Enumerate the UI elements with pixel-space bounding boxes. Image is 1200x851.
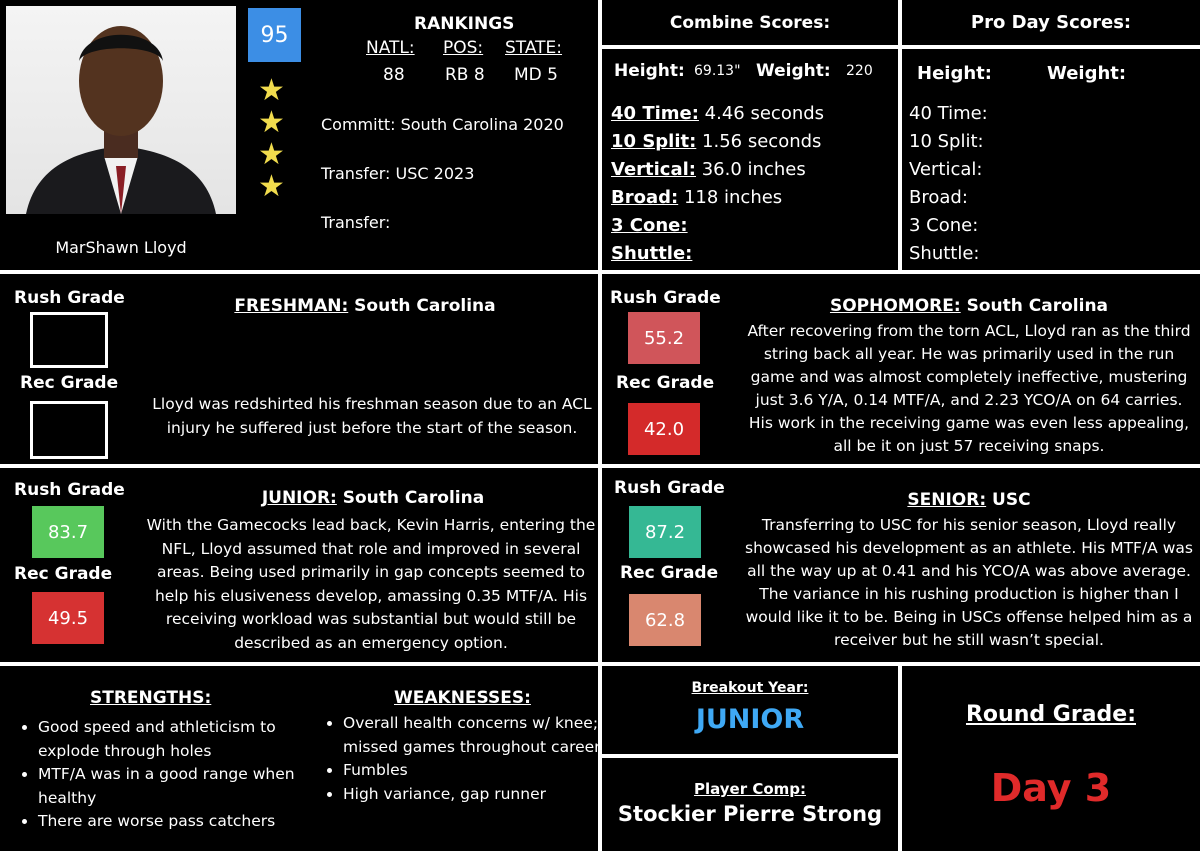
- state-rank: MD 5: [514, 65, 558, 85]
- list-item: • Fumbles: [343, 759, 623, 783]
- proday-title: Pro Day Scores:: [970, 12, 1132, 33]
- season-heading: [150, 296, 580, 316]
- broad-value: 118 inches: [683, 187, 783, 208]
- round-label: Round Grade:: [965, 702, 1136, 727]
- broad-label: Broad:: [611, 187, 679, 208]
- split-value: 1.56 seconds: [702, 131, 822, 152]
- combine-weight: 220: [846, 63, 873, 79]
- list-item: • High variance, gap runner: [343, 783, 623, 807]
- sophomore-panel: [602, 274, 1200, 464]
- rush-grade-label: Rush Grade: [610, 288, 721, 308]
- natl-rank: 88: [383, 65, 405, 85]
- season-year: JUNIOR:: [261, 488, 337, 508]
- season-text: Lloyd was redshirted his freshman season due to an ACL injury he suffered just before the start of the season.: [152, 395, 592, 437]
- proday-panel: [902, 49, 1200, 270]
- rec-grade-label: Rec Grade: [620, 563, 719, 583]
- rec-grade-box: 62.8: [629, 594, 701, 646]
- rush-grade-box: [30, 312, 108, 368]
- proday-forty-label: 40 Time:: [909, 103, 988, 124]
- rec-grade-box: 42.0: [628, 403, 700, 455]
- cone-label: 3 Cone:: [611, 215, 688, 236]
- player-name: MarShawn Lloyd: [55, 238, 187, 257]
- strengths-weaknesses-panel: [0, 666, 601, 851]
- season-heading: [150, 488, 596, 508]
- combine-broad-row: [611, 187, 782, 208]
- season-text: Transferring to USC for his senior season, Lloyd really showcased his development as an athlete. His MTF/A was all the way up at 0.41 and his YCO/A was above average. The variance in his rushing production is higher than I would like it to be. Being in USCs offense helped him as a receiver but he still wasn’t special.: [745, 516, 1193, 649]
- weaknesses-list: [305, 712, 623, 806]
- rankings-title: RANKINGS: [414, 14, 515, 34]
- strengths-title: STRENGTHS:: [90, 688, 212, 708]
- transfer-text-1: Transfer: USC 2023: [321, 164, 475, 183]
- round-value: Day 3: [990, 766, 1112, 810]
- weaknesses-title: WEAKNESSES:: [394, 688, 531, 708]
- vertical-label: Vertical:: [611, 159, 696, 180]
- freshman-panel: [0, 274, 598, 464]
- combine-shuttle-row: [611, 243, 692, 264]
- player-photo: [6, 6, 236, 214]
- proday-vertical-label: Vertical:: [909, 159, 983, 180]
- breakout-label: Breakout Year:: [691, 680, 809, 696]
- season-school: South Carolina: [960, 296, 1109, 316]
- rec-grade-label: Rec Grade: [14, 564, 113, 584]
- list-item: • Overall health concerns w/ knee; missed games throughout career: [343, 712, 623, 759]
- season-school: South Carolina: [348, 296, 496, 316]
- season-year: FRESHMAN:: [234, 296, 349, 316]
- junior-panel: [0, 468, 598, 662]
- star-icon: ★: [258, 105, 285, 140]
- comp-label: Player Comp:: [693, 780, 807, 798]
- proday-weight-label: Weight:: [1047, 63, 1127, 84]
- natl-label: NATL:: [366, 38, 415, 58]
- combine-forty-row: [611, 103, 824, 124]
- combine-split-row: [611, 131, 821, 152]
- rush-grade-box: 55.2: [628, 312, 700, 364]
- rec-grade-label: Rec Grade: [616, 373, 715, 393]
- proday-header: [902, 0, 1200, 45]
- rush-grade-label: Rush Grade: [14, 288, 125, 308]
- strengths-list: [0, 716, 338, 834]
- season-school: South Carolina: [336, 488, 485, 508]
- forty-value: 4.46 seconds: [704, 103, 825, 124]
- rec-grade-box: 49.5: [32, 592, 104, 644]
- rush-grade-label: Rush Grade: [14, 480, 125, 500]
- comp-value: Stockier Pierre Strong: [617, 802, 883, 826]
- pos-label: POS:: [443, 38, 484, 58]
- breakout-panel: [602, 666, 898, 754]
- round-panel: [902, 666, 1200, 851]
- split-label: 10 Split:: [611, 131, 697, 152]
- season-heading: [744, 490, 1194, 510]
- season-text: After recovering from the torn ACL, Lloyd ran as the third string back all year. He was primarily used in the run game and was almost completely ineffective, mustering just 3.6 Y/A, 0.14 MTF/A, and 2.23 YCO/A on 64 carries. His work in the receiving game was even less appealing, all be it on just 57 receiving snaps.: [747, 322, 1191, 455]
- comp-panel: [602, 758, 898, 851]
- star-icon: ★: [258, 169, 285, 204]
- forty-label: 40 Time:: [611, 103, 699, 124]
- proday-height-label: Height:: [917, 63, 992, 84]
- commit-text: Committ: South Carolina 2020: [321, 115, 564, 134]
- profile-panel: [0, 0, 598, 270]
- star-icon: ★: [258, 73, 285, 108]
- combine-header: [602, 0, 898, 45]
- rec-grade-label: Rec Grade: [20, 373, 119, 393]
- state-label: STATE:: [505, 38, 563, 58]
- star-icon: ★: [258, 137, 285, 172]
- list-item: • Good speed and athleticism to explode through holes: [38, 716, 338, 763]
- season-year: SOPHOMORE:: [829, 296, 961, 316]
- rush-grade-box: 87.2: [629, 506, 701, 558]
- rush-grade-box: 83.7: [32, 506, 104, 558]
- proday-cone-label: 3 Cone:: [909, 215, 979, 236]
- vertical-value: 36.0 inches: [701, 159, 806, 180]
- proday-shuttle-label: Shuttle:: [909, 243, 980, 264]
- season-year: SENIOR:: [907, 490, 987, 510]
- breakout-value: JUNIOR: [695, 704, 805, 735]
- season-school: USC: [986, 490, 1031, 510]
- list-item: • There are worse pass catchers: [38, 810, 338, 834]
- combine-height-label: Height:: [614, 61, 685, 81]
- season-heading: [744, 296, 1194, 316]
- combine-vertical-row: [611, 159, 806, 180]
- transfer-text-2: Transfer:: [321, 213, 391, 232]
- senior-panel: [602, 468, 1200, 662]
- overall-rating: 95: [260, 22, 289, 48]
- shuttle-label: Shuttle:: [611, 243, 693, 264]
- list-item: • MTF/A was in a good range when healthy: [38, 763, 338, 810]
- overall-badge: [248, 8, 301, 62]
- season-text: With the Gamecocks lead back, Kevin Harris, entering the NFL, Lloyd assumed that role and improved in several areas. Being used primarily in gap concepts seemed to help his elusiveness develop, amassing 0.35 MTF/A. His receiving workload was substantial but would still be described as an emergency option.: [146, 516, 596, 652]
- proday-split-label: 10 Split:: [909, 131, 984, 152]
- rush-grade-label: Rush Grade: [614, 478, 725, 498]
- pos-rank: RB 8: [445, 65, 485, 85]
- combine-panel: [602, 49, 898, 270]
- combine-weight-label: Weight:: [756, 61, 831, 81]
- combine-title: Combine Scores:: [669, 12, 831, 33]
- rec-grade-box: [30, 401, 108, 459]
- combine-cone-row: [611, 215, 688, 236]
- combine-height: 69.13": [694, 63, 741, 79]
- proday-broad-label: Broad:: [909, 187, 968, 208]
